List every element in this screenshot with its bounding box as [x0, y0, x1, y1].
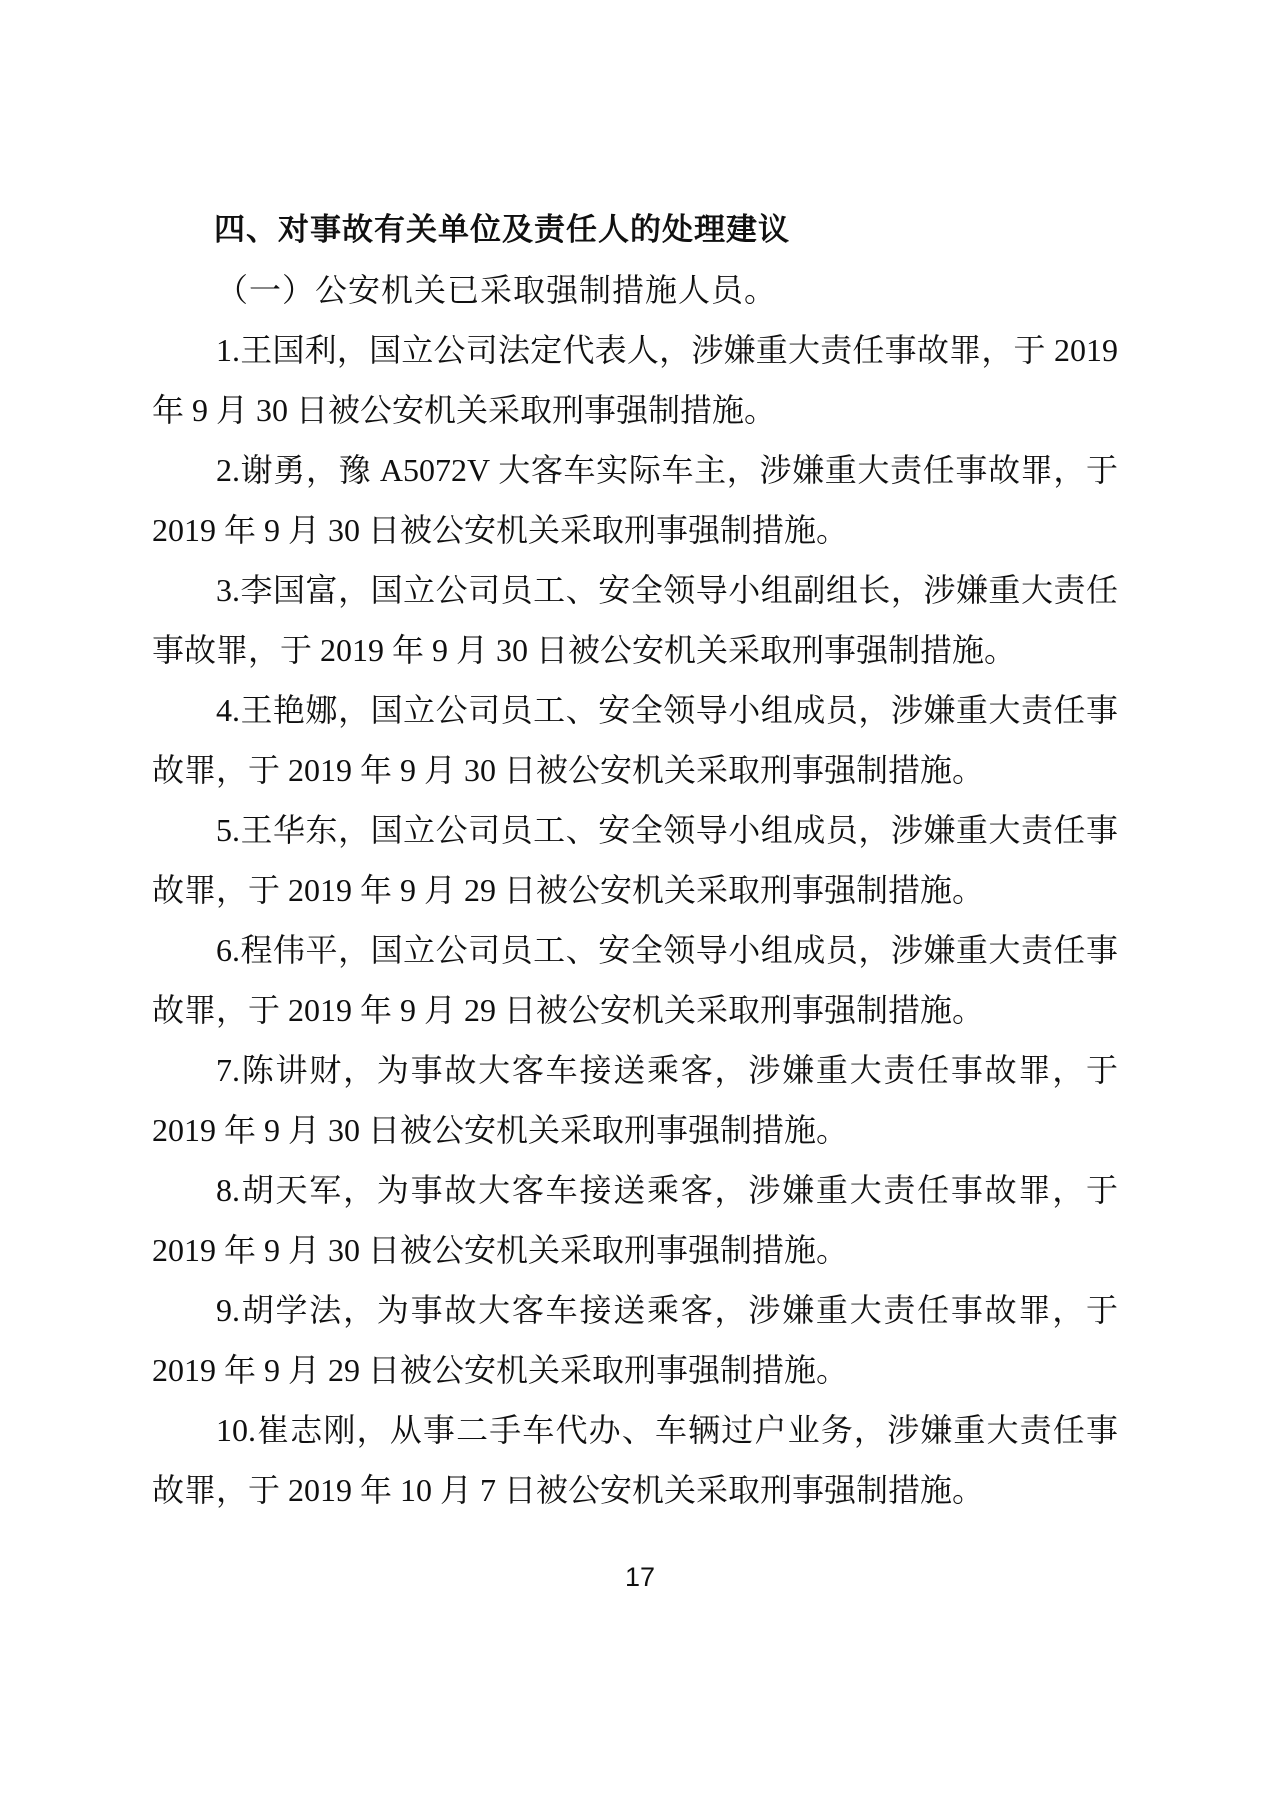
paragraph-item-2: 2.谢勇，豫 A5072V 大客车实际车主，涉嫌重大责任事故罪，于 2019 年 9 月 30 日被公安机关采取刑事强制措施。	[152, 452, 1118, 548]
paragraph-item-8: 8.胡天军，为事故大客车接送乘客，涉嫌重大责任事故罪，于 2019 年 9 月 30 日被公安机关采取刑事强制措施。	[152, 1172, 1118, 1268]
paragraph-item-3: 3.李国富，国立公司员工、安全领导小组副组长，涉嫌重大责任事故罪，于 2019 年 9 月 30 日被公安机关采取刑事强制措施。	[152, 572, 1118, 668]
paragraph-item-5: 5.王华东，国立公司员工、安全领导小组成员，涉嫌重大责任事故罪，于 2019 年 9 月 29 日被公安机关采取刑事强制措施。	[152, 812, 1118, 908]
paragraph-item-7: 7.陈讲财，为事故大客车接送乘客，涉嫌重大责任事故罪，于 2019 年 9 月 30 日被公安机关采取刑事强制措施。	[152, 1052, 1118, 1148]
section-subheading: （一）公安机关已采取强制措施人员。	[216, 272, 778, 308]
paragraph-item-9: 9.胡学法，为事故大客车接送乘客，涉嫌重大责任事故罪，于 2019 年 9 月 29 日被公安机关采取刑事强制措施。	[152, 1292, 1118, 1388]
page-number: 17	[624, 1562, 656, 1592]
paragraph-item-1: 1.王国利，国立公司法定代表人，涉嫌重大责任事故罪，于 2019 年 9 月 30 日被公安机关采取刑事强制措施。	[152, 332, 1118, 428]
paragraph-item-10: 10.崔志刚，从事二手车代办、车辆过户业务，涉嫌重大责任事故罪，于 2019 年 10 月 7 日被公安机关采取刑事强制措施。	[152, 1412, 1118, 1508]
section-heading: 四、对事故有关单位及责任人的处理建议	[214, 212, 790, 247]
document-body	[152, 200, 1118, 1520]
paragraph-item-4: 4.王艳娜，国立公司员工、安全领导小组成员，涉嫌重大责任事故罪，于 2019 年 9 月 30 日被公安机关采取刑事强制措施。	[152, 692, 1118, 788]
paragraph-item-6: 6.程伟平，国立公司员工、安全领导小组成员，涉嫌重大责任事故罪，于 2019 年 9 月 29 日被公安机关采取刑事强制措施。	[152, 932, 1118, 1028]
